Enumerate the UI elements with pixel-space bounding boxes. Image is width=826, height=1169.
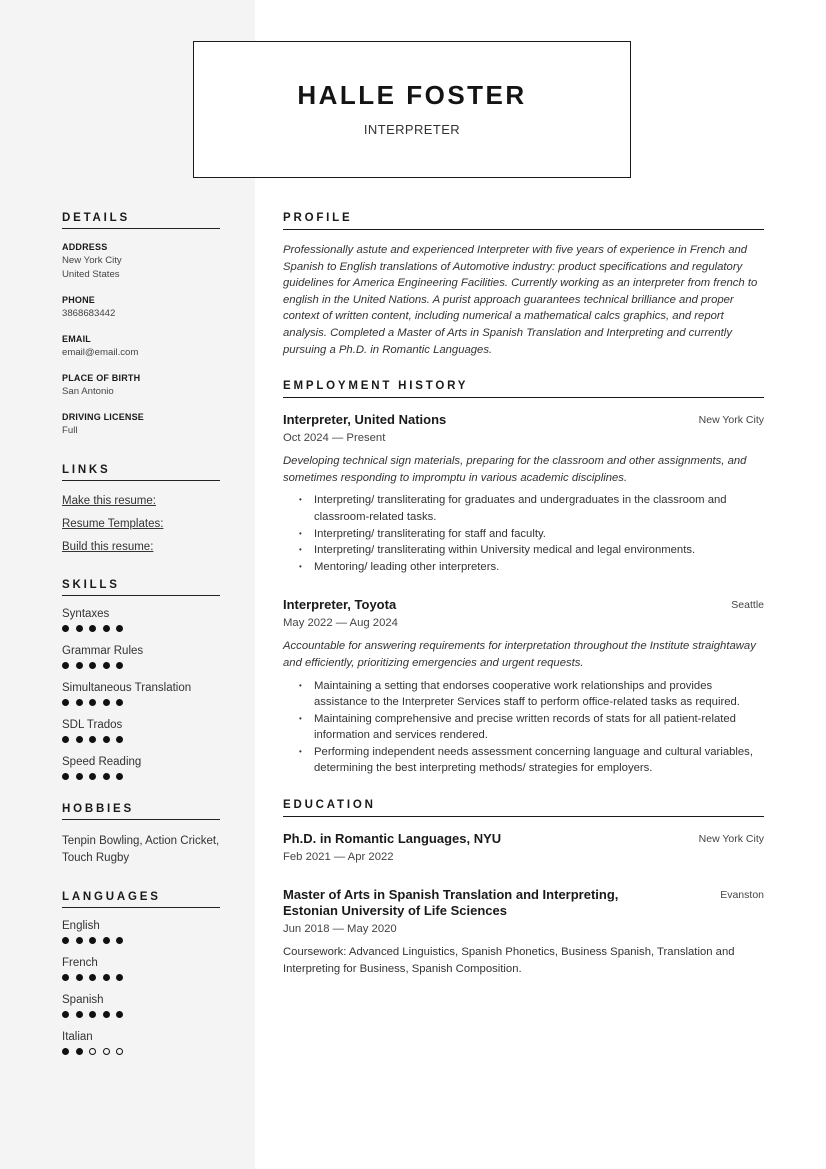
place-of-birth-field [62,373,220,399]
rating-dot-filled [116,974,123,981]
education-entry-title: Ph.D. in Romantic Languages, NYU [283,831,502,847]
rating-dot-filled [76,974,83,981]
skill-item [62,754,220,781]
language-item [62,955,220,982]
rating-dot-filled [76,773,83,780]
skill-item [62,606,220,633]
rating-dot-filled [116,1011,123,1018]
rating-dot-filled [116,937,123,944]
rating-dot-empty [89,1048,96,1055]
language-name: Spanish [62,994,104,1006]
field-label: PLACE OF BIRTH [62,373,141,383]
job-entry-dates: Oct 2024 — Present [283,432,386,445]
rating-dot-filled [76,625,83,632]
rating-dot-filled [116,736,123,743]
rating-dot-filled [116,773,123,780]
skill-item [62,717,220,744]
build-resume-link[interactable]: Build this resume: [62,541,154,553]
hobbies-text: Tenpin Bowling, Action Cricket, Touch Rugby [62,835,220,864]
email-field [62,334,220,360]
language-item [62,992,220,1019]
skill-rating [62,773,220,781]
rating-dot-filled [116,662,123,669]
profile-heading: PROFILE [283,212,764,230]
skill-name: SDL Trados [62,719,123,731]
rating-dot-filled [116,699,123,706]
skill-item [62,643,220,670]
skill-rating [62,699,220,707]
education-entry-dates: Jun 2018 — May 2020 [283,923,397,936]
skills-heading: SKILLS [62,579,220,596]
field-value: 3868683442 [62,308,116,319]
links-list [62,493,220,555]
job-entry-dates: May 2022 — Aug 2024 [283,617,398,630]
job-entry-description: Accountable for answering requirements for interpretation throughout the Institute straightaway and efficiently, prioritizing emergencies and urgent requests. [283,640,756,669]
rating-dot-filled [62,736,69,743]
rating-dot-filled [76,662,83,669]
field-value: email@email.com [62,347,139,358]
field-label: EMAIL [62,334,91,344]
bullet-item: • Maintaining comprehensive and precise written records of stats for all patient-related information and services rendered. [314,711,764,744]
phone-field [62,295,220,321]
bullet-item: • Performing independent needs assessment concerning language and cultural variables, determining the best interpreting methods/ strategies for employers. [314,744,764,777]
education-entry-location: New York City [698,833,764,846]
rating-dot-filled [103,1011,110,1018]
rating-dot-filled [103,662,110,669]
education-entry-dates: Feb 2021 — Apr 2022 [283,851,394,864]
field-label: ADDRESS [62,242,108,252]
rating-dot-filled [62,699,69,706]
rating-dot-filled [103,625,110,632]
rating-dot-filled [89,662,96,669]
languages-heading: LANGUAGES [62,891,220,908]
job-title: INTERPRETER [363,122,461,137]
bullet-item: • Mentoring/ leading other interpreters. [314,559,764,576]
job-entry [283,597,764,777]
rating-dot-filled [116,625,123,632]
job-entry-bullets [283,492,764,575]
job-entry-description: Developing technical sign materials, preparing for the classroom and other assignments, and sometimes responding to impromptu in various academic disciplines. [283,455,747,484]
rating-dot-filled [89,736,96,743]
rating-dot-filled [89,1011,96,1018]
rating-dot-filled [62,1011,69,1018]
hobbies-heading: HOBBIES [62,803,220,820]
employment-heading: EMPLOYMENT HISTORY [283,380,764,398]
bullet-item: • Maintaining a setting that endorses cooperative work relationships and provides assistance to the Interpreter Services staff to perform office-related tasks as required. [314,678,764,711]
rating-dot-filled [89,773,96,780]
job-entry-location: New York City [698,414,764,427]
skill-name: Grammar Rules [62,645,144,657]
education-entry [283,887,764,977]
field-value: San Antonio [62,386,114,397]
rating-dot-filled [76,699,83,706]
rating-dot-filled [62,662,69,669]
language-rating [62,1011,220,1019]
rating-dot-filled [103,773,110,780]
rating-dot-empty [103,1048,110,1055]
rating-dot-filled [76,1011,83,1018]
candidate-name: HALLE FOSTER [297,80,527,110]
make-resume-link[interactable]: Make this resume: [62,495,156,507]
rating-dot-filled [76,937,83,944]
rating-dot-filled [62,625,69,632]
rating-dot-filled [62,937,69,944]
rating-dot-filled [62,1048,69,1055]
rating-dot-filled [89,699,96,706]
resume-templates-link[interactable]: Resume Templates: [62,518,164,530]
right-column [283,212,764,977]
skill-rating [62,736,220,744]
profile-summary: Professionally astute and experienced Interpreter with five years of experience in French and Spanish to English translations of Automotive industry: product specifications and regulatory guidelines for America Engineering Facilities. Currently working as an interpreter from french to english in the United Nations. A purist approach guarantees technical brilliance and proper context of written content, including numerical a mathematical calcs graphics, and report analysis. Completed a Master of Arts in Spanish Translation and Interpreting and currently pursuing a Ph.D. in Romantic Languages. [283,244,758,356]
skill-item [62,680,220,707]
skill-rating [62,662,220,670]
details-list [62,242,220,438]
language-rating [62,974,220,982]
language-name: French [62,957,98,969]
field-value: Full [62,425,78,436]
left-column [62,212,220,1056]
education-entry [283,831,764,865]
rating-dot-empty [116,1048,123,1055]
skill-name: Simultaneous Translation [62,682,192,694]
skill-name: Speed Reading [62,756,142,768]
job-entry-location: Seattle [731,599,764,612]
rating-dot-filled [62,974,69,981]
bullet-item: • Interpreting/ transliterating for staff and faculty. [314,526,764,543]
bullet-item: • Interpreting/ transliterating within University medical and legal environments. [314,542,764,559]
rating-dot-filled [62,773,69,780]
details-heading: DETAILS [62,212,220,229]
rating-dot-filled [89,974,96,981]
links-heading: LINKS [62,464,220,481]
name-header-box [193,41,631,178]
address-field [62,242,220,282]
language-name: Italian [62,1031,93,1043]
rating-dot-filled [89,937,96,944]
rating-dot-filled [103,974,110,981]
education-heading: EDUCATION [283,799,764,817]
education-entry-title: Master of Arts in Spanish Translation and Interpreting, Estonian University of Life Sciences [283,887,619,919]
rating-dot-filled [76,736,83,743]
driving-license-field [62,412,220,438]
rating-dot-filled [76,1048,83,1055]
language-item [62,918,220,945]
language-item [62,1029,220,1056]
education-entry-coursework: Coursework: Advanced Linguistics, Spanish Phonetics, Business Spanish, Translation and Interpreting for Business, Spanish Composition. [283,946,735,975]
skill-rating [62,625,220,633]
job-entry [283,412,764,575]
education-entry-location: Evanston [720,889,764,902]
rating-dot-filled [103,699,110,706]
language-name: English [62,920,100,932]
bullet-item: • Interpreting/ transliterating for graduates and undergraduates in the classroom and classroom-related tasks. [314,492,764,525]
job-entry-title: Interpreter, United Nations [283,412,447,428]
field-label: DRIVING LICENSE [62,412,145,422]
skills-list [62,606,220,781]
language-rating [62,1048,220,1056]
job-entry-bullets [283,678,764,778]
language-rating [62,937,220,945]
languages-list [62,918,220,1056]
field-value: New York City United States [62,255,122,280]
rating-dot-filled [103,937,110,944]
field-label: PHONE [62,295,96,305]
job-entry-title: Interpreter, Toyota [283,597,397,613]
rating-dot-filled [103,736,110,743]
rating-dot-filled [89,625,96,632]
skill-name: Syntaxes [62,608,110,620]
